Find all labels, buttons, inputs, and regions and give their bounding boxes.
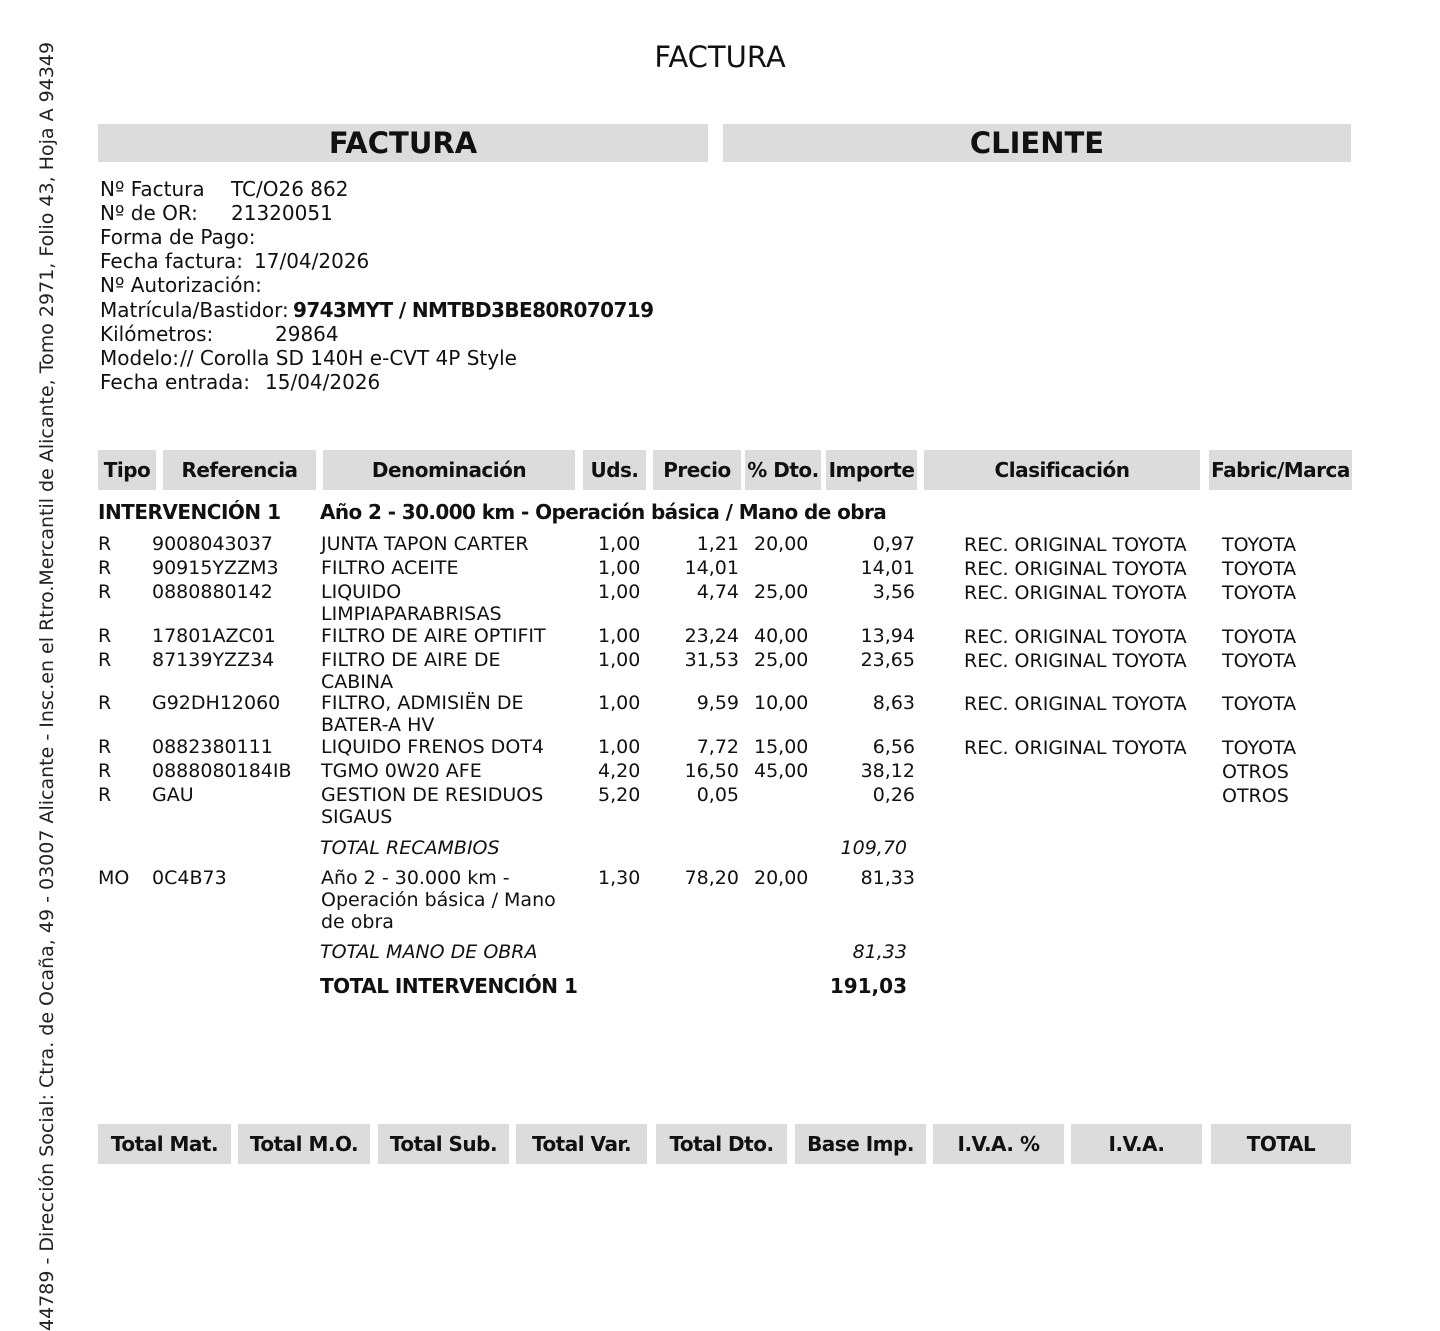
- row-denominacion: CABINA: [321, 671, 394, 693]
- row-precio: 23,24: [684, 625, 739, 647]
- row-importe: 14,01: [860, 557, 915, 579]
- row-importe: 3,56: [872, 581, 915, 603]
- col-marca: Fabric/Marca: [1209, 450, 1352, 490]
- row-tipo: R: [98, 625, 112, 647]
- plate-value: 9743MYT / NMTBD3BE80R070719: [293, 298, 654, 322]
- auth-label: Nº Autorización:: [100, 273, 262, 297]
- model-value: // Corolla SD 140H e-CVT 4P Style: [180, 346, 517, 370]
- row-denominacion: SIGAUS: [321, 806, 393, 828]
- row-dto: 25,00: [754, 649, 809, 671]
- row-importe: 38,12: [860, 760, 915, 782]
- row-dto: 15,00: [754, 736, 809, 758]
- row-precio: 9,59: [696, 692, 739, 714]
- mo-uds: 1,30: [598, 867, 641, 889]
- mo-den-1: Año 2 - 30.000 km -: [321, 867, 510, 889]
- invoice-date: 17/04/2026: [254, 249, 370, 273]
- row-marca: TOYOTA: [1222, 558, 1297, 580]
- total-mo-value: 81,33: [852, 941, 907, 963]
- row-dto: 10,00: [754, 692, 809, 714]
- row-marca: TOYOTA: [1222, 626, 1297, 648]
- row-marca: TOYOTA: [1222, 534, 1297, 556]
- row-tipo: R: [98, 784, 112, 806]
- row-clasificacion: REC. ORIGINAL TOYOTA: [964, 693, 1187, 715]
- row-dto: 40,00: [754, 625, 809, 647]
- row-importe: 23,65: [860, 649, 915, 671]
- row-denominacion: LIQUIDO FRENOS DOT4: [321, 736, 544, 758]
- row-uds: 1,00: [598, 557, 641, 579]
- factura-header: FACTURA: [98, 124, 708, 162]
- row-denominacion: GESTION DE RESIDUOS: [321, 784, 544, 806]
- row-tipo: R: [98, 533, 112, 555]
- row-ref: 0880880142: [152, 581, 273, 603]
- row-marca: OTROS: [1222, 761, 1289, 783]
- row-importe: 13,94: [860, 625, 915, 647]
- row-denominacion: FILTRO DE AIRE OPTIFIT: [321, 625, 546, 647]
- col-dto: % Dto.: [745, 450, 821, 490]
- row-tipo: R: [98, 649, 112, 671]
- row-importe: 8,63: [872, 692, 915, 714]
- km-label: Kilómetros:: [100, 322, 214, 346]
- row-precio: 16,50: [684, 760, 739, 782]
- row-precio: 14,01: [684, 557, 739, 579]
- row-clasificacion: REC. ORIGINAL TOYOTA: [964, 737, 1187, 759]
- col-referencia: Referencia: [163, 450, 316, 490]
- mo-tipo: MO: [98, 867, 130, 889]
- iva-header: I.V.A.: [1071, 1124, 1202, 1164]
- total-recambios-value: 109,70: [840, 837, 907, 859]
- row-uds: 1,00: [598, 581, 641, 603]
- row-dto: 25,00: [754, 581, 809, 603]
- row-tipo: R: [98, 557, 112, 579]
- total-sub-header: Total Sub.: [378, 1124, 509, 1164]
- row-clasificacion: REC. ORIGINAL TOYOTA: [964, 626, 1187, 648]
- base-imp-header: Base Imp.: [795, 1124, 926, 1164]
- row-ref: 90915YZZM3: [152, 557, 279, 579]
- row-denominacion: FILTRO ACEITE: [321, 557, 459, 579]
- row-uds: 1,00: [598, 625, 641, 647]
- mo-dto: 20,00: [754, 867, 809, 889]
- row-uds: 1,00: [598, 736, 641, 758]
- invoice-number: TC/O26 862: [231, 177, 349, 201]
- row-importe: 0,97: [872, 533, 915, 555]
- row-precio: 31,53: [684, 649, 739, 671]
- row-marca: OTROS: [1222, 785, 1289, 807]
- model-label: Modelo:: [100, 346, 180, 370]
- row-importe: 6,56: [872, 736, 915, 758]
- intervention-label: INTERVENCIÓN 1: [98, 500, 281, 524]
- row-precio: 4,74: [696, 581, 739, 603]
- row-denominacion: TGMO 0W20 AFE: [321, 760, 482, 782]
- row-ref: 87139YZZ34: [152, 649, 275, 671]
- mo-den-2: Operación básica / Mano: [321, 889, 556, 911]
- row-denominacion: BATER-A HV: [321, 714, 435, 736]
- row-ref: 9008043037: [152, 533, 273, 555]
- row-dto: 20,00: [754, 533, 809, 555]
- row-clasificacion: REC. ORIGINAL TOYOTA: [964, 582, 1187, 604]
- row-marca: TOYOTA: [1222, 582, 1297, 604]
- cliente-header: CLIENTE: [723, 124, 1351, 162]
- row-ref: GAU: [152, 784, 194, 806]
- row-uds: 4,20: [598, 760, 641, 782]
- total-intervencion-value: 191,03: [829, 974, 907, 998]
- row-clasificacion: REC. ORIGINAL TOYOTA: [964, 534, 1187, 556]
- legal-sidebar-text: 44789 - Dirección Social: Ctra. de Ocaña, 49 - 03007 Alicante - Insc.en el Rtro.Mercantil de Alicante, Tomo 2971, Folio 43, Hoja A 94349: [36, 41, 58, 1331]
- row-denominacion: LIMPIAPARABRISAS: [321, 603, 502, 625]
- row-denominacion: FILTRO DE AIRE DE: [321, 649, 501, 671]
- row-tipo: R: [98, 581, 112, 603]
- document-title: FACTURA: [654, 40, 786, 74]
- row-precio: 1,21: [696, 533, 739, 555]
- entry-label: Fecha entrada:: [100, 370, 250, 394]
- row-denominacion: JUNTA TAPON CARTER: [321, 533, 529, 555]
- col-precio: Precio: [653, 450, 741, 490]
- mo-den-3: de obra: [321, 911, 394, 933]
- row-ref: G92DH12060: [152, 692, 281, 714]
- total-mo-header: Total M.O.: [238, 1124, 370, 1164]
- mo-importe: 81,33: [860, 867, 915, 889]
- total-header: TOTAL: [1211, 1124, 1351, 1164]
- row-marca: TOYOTA: [1222, 650, 1297, 672]
- total-var-header: Total Var.: [516, 1124, 647, 1164]
- row-marca: TOYOTA: [1222, 693, 1297, 715]
- row-denominacion: LIQUIDO: [321, 581, 402, 603]
- col-clasificacion: Clasificación: [924, 450, 1200, 490]
- plate-label: Matrícula/Bastidor:: [100, 298, 289, 322]
- row-dto: 45,00: [754, 760, 809, 782]
- or-label: Nº de OR:: [100, 201, 198, 225]
- col-uds: Uds.: [583, 450, 646, 490]
- row-precio: 7,72: [696, 736, 739, 758]
- total-intervencion-label: TOTAL INTERVENCIÓN 1: [320, 974, 578, 998]
- total-mat-header: Total Mat.: [98, 1124, 231, 1164]
- row-tipo: R: [98, 736, 112, 758]
- invoice-number-label: Nº Factura: [100, 177, 205, 201]
- row-uds: 5,20: [598, 784, 641, 806]
- mo-precio: 78,20: [684, 867, 739, 889]
- row-marca: TOYOTA: [1222, 737, 1297, 759]
- payment-label: Forma de Pago:: [100, 225, 256, 249]
- total-dto-header: Total Dto.: [656, 1124, 787, 1164]
- km-value: 29864: [275, 322, 339, 346]
- row-ref: 17801AZC01: [152, 625, 276, 647]
- row-tipo: R: [98, 760, 112, 782]
- row-uds: 1,00: [598, 649, 641, 671]
- col-denominacion: Denominación: [323, 450, 575, 490]
- mo-ref: 0C4B73: [152, 867, 227, 889]
- row-uds: 1,00: [598, 533, 641, 555]
- iva-pct-header: I.V.A. %: [933, 1124, 1064, 1164]
- col-tipo: Tipo: [98, 450, 156, 490]
- row-ref: 0888080184IB: [152, 760, 292, 782]
- entry-date: 15/04/2026: [265, 370, 381, 394]
- date-label: Fecha factura:: [100, 249, 244, 273]
- row-importe: 0,26: [872, 784, 915, 806]
- total-recambios-label: TOTAL RECAMBIOS: [320, 837, 500, 859]
- total-mo-label: TOTAL MANO DE OBRA: [320, 941, 538, 963]
- intervention-desc: Año 2 - 30.000 km - Operación básica / Mano de obra: [320, 500, 887, 524]
- row-ref: 0882380111: [152, 736, 273, 758]
- row-denominacion: FILTRO, ADMISIËN DE: [321, 692, 524, 714]
- or-number: 21320051: [231, 201, 333, 225]
- row-uds: 1,00: [598, 692, 641, 714]
- row-clasificacion: REC. ORIGINAL TOYOTA: [964, 558, 1187, 580]
- col-importe: Importe: [826, 450, 917, 490]
- row-tipo: R: [98, 692, 112, 714]
- row-clasificacion: REC. ORIGINAL TOYOTA: [964, 650, 1187, 672]
- row-precio: 0,05: [696, 784, 739, 806]
